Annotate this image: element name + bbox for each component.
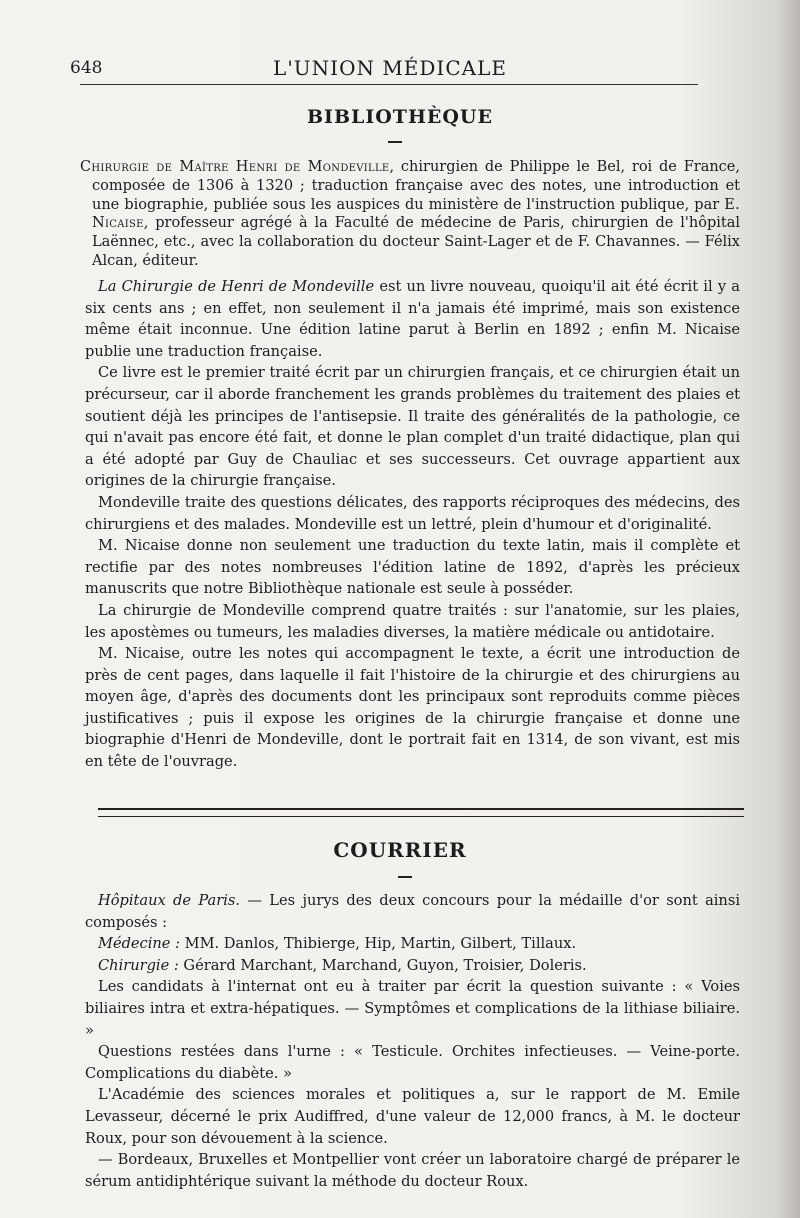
courrier-body: [85, 890, 740, 1192]
paragraph-text: L'Académie des sciences morales et politiques a, sur le rapport de M. Emile Levasseur, décerné le prix Audiffred, d'une valeur de 12,000 francs, à M. le docteur Roux, pour son dévouement à la science.: [85, 1086, 740, 1147]
citation-author: Chirurgie de Maître Henri de Mondeville: [80, 159, 390, 175]
paragraph: [85, 890, 740, 933]
paragraph: [85, 600, 740, 643]
citation-editor: E. Nicaise: [92, 196, 740, 232]
title-dash: [388, 141, 402, 143]
paragraph: [85, 955, 740, 977]
book-citation: [80, 158, 740, 271]
paragraph-text: Les candidats à l'internat ont eu à traiter par écrit la question suivante : « Voies biliaires intra et extra-hépatiques. — Symptômes et complications de la lithiase biliaire. »: [85, 978, 740, 1039]
paragraph-text: — Bordeaux, Bruxelles et Montpellier vont créer un laboratoire chargé de préparer le sérum antidiphtérique suivant la méthode du docteur Roux.: [85, 1151, 740, 1190]
paragraph-text: M. Nicaise donne non seulement une traduction du texte latin, mais il complète et rectifie par des notes nombreuses l'édition latine de 1892, d'après les précieux manuscrits que notre Bibliothèque nationale est seule à posséder.: [85, 537, 740, 598]
page-header: [70, 54, 710, 82]
paragraph: [85, 362, 740, 492]
section-title-courrier: COURRIER: [333, 838, 467, 862]
citation-text: , chirurgien de Philippe le Bel, roi de France, composée de 1306 à 1320 ; traduction française avec des notes, une introduction et une biographie, publiée sous les auspices du ministère de l'instruction publique, par: [92, 159, 740, 213]
paragraph-text: Questions restées dans l'urne : « Testicule. Orchites infectieuses. — Veine-porte. Complications du diabète. »: [85, 1043, 740, 1082]
citation-text-2: , professeur agrégé à la Faculté de médecine de Paris, chirurgien de l'hôpital Laënnec, etc., avec la collaboration du docteur Saint-Lager et de F. Chavannes. — Félix Alcan, éditeur.: [92, 215, 740, 269]
paragraph-text: La chirurgie de Mondeville comprend quatre traités : sur l'anatomie, sur les plaies, les apostèmes ou tumeurs, les maladies diverses, la matière médicale ou antidotaire.: [85, 601, 740, 641]
paragraph: [85, 492, 740, 535]
paragraph: [85, 276, 740, 362]
paragraph: [85, 1084, 740, 1149]
page-number: 648: [70, 58, 103, 78]
section-title-bibliotheque: BIBLIOTHÈQUE: [307, 106, 493, 128]
paragraph-text: est un livre nouveau, quoiqu'il ait été écrit il y a six cents ans ; en effet, non seulement il n'a jamais été imprimé, mais son existence même était inconnue. Une édition latine parut à Berlin en 1892 ; enfin M. Nicaise publie une traduction française.: [85, 278, 741, 360]
paragraph: [85, 643, 740, 773]
header-rule: [80, 84, 698, 85]
paragraph: [85, 1149, 740, 1192]
paragraph: [85, 1041, 740, 1084]
paragraph-lead: La Chirurgie de Henri de Mondeville: [98, 278, 375, 295]
bibliotheque-body: [85, 276, 740, 773]
paragraph-text: Mondeville traite des questions délicates, des rapports réciproques des médecins, des chirurgiens et des malades. Mondeville est un lettré, plein d'humour et d'originalité.: [85, 493, 740, 533]
title-dash: [398, 876, 412, 878]
paragraph: [85, 976, 740, 1041]
paragraph-text: Gérard Marchant, Marchand, Guyon, Troisier, Doleris.: [178, 956, 587, 974]
paragraph-lead: Chirurgie :: [98, 956, 179, 974]
paragraph: [85, 933, 740, 955]
paragraph-text: — Les jurys des deux concours pour la médaille d'or sont ainsi composés :: [85, 892, 740, 931]
paragraph-text: Ce livre est le premier traité écrit par un chirurgien français, et ce chirurgien était un précurseur, car il aborde franchement les grands problèmes du traitement des plaies et soutient déjà les principes de l'antisepsie. Il traite des généralités de la pathologie, ce qui n'avait pas encore été fait, et donne le plan complet d'un traité didactique, plan qui a été adopté par Guy de Chauliac et ses successeurs. Cet ouvrage appartient aux origines de la chirurgie française.: [85, 364, 740, 490]
paragraph-text: MM. Danlos, Thibierge, Hip, Martin, Gilbert, Tillaux.: [180, 935, 577, 953]
paragraph: [85, 535, 740, 600]
paragraph-lead: Hôpitaux de Paris.: [98, 892, 241, 909]
section-separator: [98, 808, 744, 817]
journal-title: L'UNION MÉDICALE: [273, 56, 507, 80]
paragraph-lead: Médecine :: [98, 935, 180, 953]
paragraph-text: M. Nicaise, outre les notes qui accompagnent le texte, a écrit une introduction de près de cent pages, dans laquelle il fait l'histoire de la chirurgie et des chirurgiens au moyen âge, d'après des documents dont les principaux sont reproduits comme pièces justificatives ; puis il expose les origines de la chirurgie française et donne une biographie d'Henri de Mondeville, dont le portrait fait en 1314, de son vivant, est mis en tête de l'ouvrage.: [85, 645, 740, 771]
